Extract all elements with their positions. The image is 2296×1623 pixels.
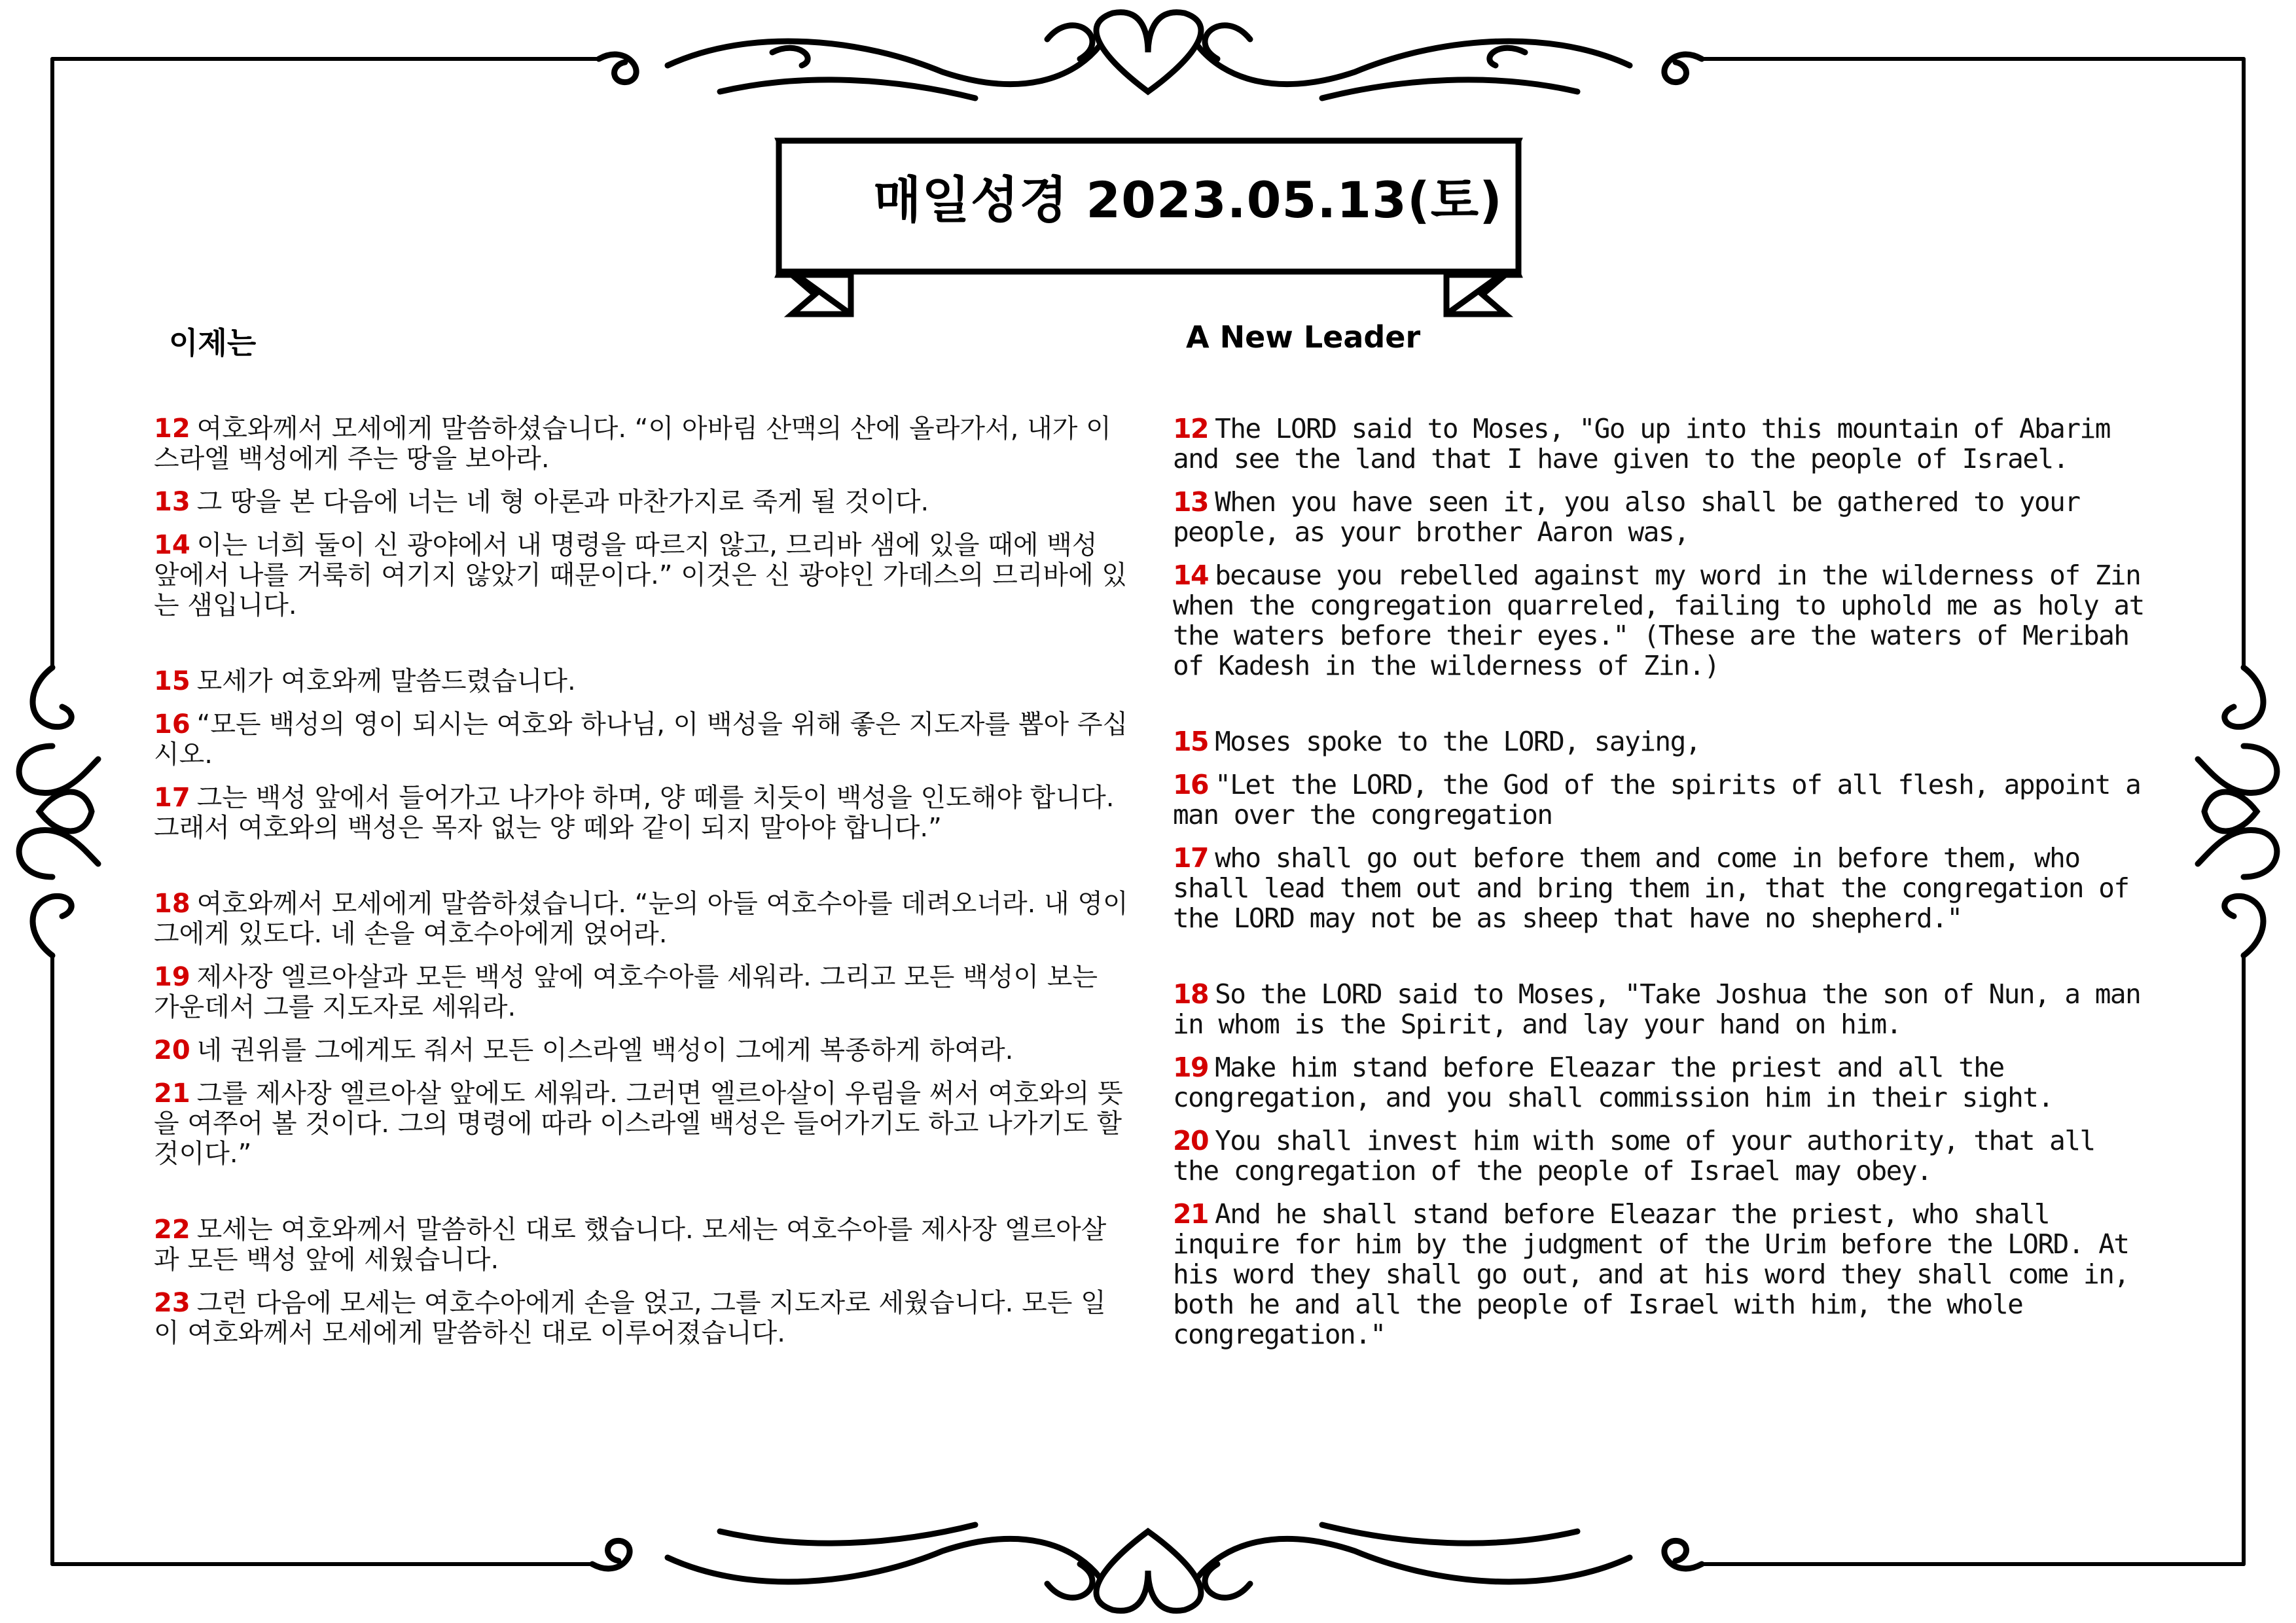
verse-number: 19 xyxy=(154,962,190,992)
verse-number: 15 xyxy=(154,666,190,696)
korean-section-heading: 이제는 xyxy=(169,325,257,361)
verse-number: 17 xyxy=(1173,842,1209,874)
verse-number: 18 xyxy=(154,889,190,919)
verse-paragraph xyxy=(154,1288,1129,1348)
verse-number: 21 xyxy=(154,1079,190,1109)
verse-text: You shall invest him with some of your authority, that all the congregation of the people of Israel may obey. xyxy=(1173,1125,2095,1186)
verse-number: 14 xyxy=(1173,560,1209,591)
verse-text: 제사장 엘르아살과 모든 백성 앞에 여호수아를 세워라. 그리고 모든 백성이 보는 가운데서 그를 지도자로 세워라. xyxy=(154,962,1098,1022)
verse-text: Make him stand before Eleazar the priest and all the congregation, and you shall commission him in their sight. xyxy=(1173,1052,2053,1113)
verse-number: 12 xyxy=(154,414,190,444)
verse-number: 13 xyxy=(1173,486,1209,518)
verse-number: 20 xyxy=(154,1035,190,1065)
verse-text: 여호와께서 모세에게 말씀하셨습니다. “이 아바림 산맥의 산에 올라가서, 내가 이스라엘 백성에게 주는 땅을 보아라. xyxy=(154,414,1111,474)
verse-number: 12 xyxy=(1173,413,1209,444)
verse-paragraph xyxy=(154,530,1129,620)
verse-paragraph xyxy=(1173,1199,2155,1349)
verse-paragraph xyxy=(1173,726,2155,757)
verse-number: 14 xyxy=(154,530,190,560)
verse-paragraph xyxy=(154,1215,1129,1275)
verse-text: And he shall stand before Eleazar the priest, who shall inquire for him by the judgment of the Urim before the LORD. At his word they shall go out, and at his word they shall come in, both he and all the people of Israel with him, the whole congregation." xyxy=(1173,1198,2129,1350)
verse-number: 13 xyxy=(154,487,190,517)
verse-paragraph xyxy=(1173,843,2155,933)
verse-paragraph xyxy=(154,1035,1129,1065)
verse-paragraph xyxy=(154,487,1129,517)
verse-number: 16 xyxy=(1173,769,1209,800)
verse-paragraph xyxy=(154,783,1129,843)
verse-paragraph xyxy=(1173,414,2155,474)
verse-text: 그는 백성 앞에서 들어가고 나가야 하며, 양 떼를 치듯이 백성을 인도해야 합니다. 그래서 여호와의 백성은 목자 없는 양 떼와 같이 되지 말아야 합니다.” xyxy=(154,783,1115,843)
verse-paragraph xyxy=(154,1079,1129,1169)
verse-text: 네 권위를 그에게도 줘서 모든 이스라엘 백성이 그에게 복종하게 하여라. xyxy=(196,1035,1014,1065)
verse-paragraph xyxy=(1173,770,2155,830)
verse-number: 21 xyxy=(1173,1198,1209,1230)
verse-number: 20 xyxy=(1173,1125,1209,1156)
verse-number: 23 xyxy=(154,1288,190,1318)
top-ornament xyxy=(599,12,1702,98)
verse-text: 이는 너희 둘이 신 광야에서 내 명령을 따르지 않고, 므리바 샘에 있을 때에 백성 앞에서 나를 거룩히 여기지 않았기 때문이다.” 이것은 신 광야인 가데스의 므리바에 있는 샘입니다. xyxy=(154,530,1128,620)
verse-paragraph xyxy=(1173,1052,2155,1113)
verse-number: 17 xyxy=(154,783,190,813)
verse-paragraph xyxy=(154,666,1129,696)
verse-text: "Let the LORD, the God of the spirits of all flesh, appoint a man over the congregation xyxy=(1173,769,2141,830)
verse-number: 18 xyxy=(1173,978,1209,1010)
bottom-ornament xyxy=(592,1525,1702,1611)
verse-paragraph xyxy=(154,962,1129,1022)
korean-column xyxy=(154,414,1129,1361)
verse-paragraph xyxy=(154,889,1129,949)
verse-paragraph xyxy=(154,414,1129,474)
verse-paragraph xyxy=(1173,560,2155,681)
verse-text: When you have seen it, you also shall be gathered to your people, as your brother Aaron was, xyxy=(1173,486,2080,548)
verse-text: because you rebelled against my word in the wilderness of Zin when the congregation quarreled, failing to uphold me as holy at the waters before their eyes." (These are the waters of Meribah of Kadesh in the wilderness of Zin.) xyxy=(1173,560,2144,681)
verse-number: 16 xyxy=(154,709,190,740)
verse-text: 모세가 여호와께 말씀드렸습니다. xyxy=(196,666,576,696)
left-side-ornament xyxy=(19,668,98,955)
verse-text: So the LORD said to Moses, "Take Joshua the son of Nun, a man in whom is the Spirit, and lay your hand on him. xyxy=(1173,978,2141,1040)
verse-number: 15 xyxy=(1173,726,1209,757)
verse-paragraph xyxy=(1173,979,2155,1039)
verse-number: 22 xyxy=(154,1215,190,1245)
verse-text: Moses spoke to the LORD, saying, xyxy=(1215,726,1700,757)
verse-paragraph xyxy=(1173,487,2155,547)
verse-text: The LORD said to Moses, "Go up into this mountain of Abarim and see the land that I have given to the people of Israel. xyxy=(1173,413,2110,474)
right-side-ornament xyxy=(2198,668,2277,955)
verse-text: 그를 제사장 엘르아살 앞에도 세워라. 그러면 엘르아살이 우림을 써서 여호와의 뜻을 여쭈어 볼 것이다. 그의 명령에 따라 이스라엘 백성은 들어가기도 하고 나가기도 할 것이다.” xyxy=(154,1079,1123,1169)
verse-text: who shall go out before them and come in before them, who shall lead them out and bring them in, that the congregation of the LORD may not be as sheep that have no shepherd." xyxy=(1173,842,2129,934)
verse-text: “모든 백성의 영이 되시는 여호와 하나님, 이 백성을 위해 좋은 지도자를 뽑아 주십시오. xyxy=(154,709,1128,770)
page-title: 매일성경 2023.05.13(토) xyxy=(873,171,1503,229)
verse-paragraph xyxy=(154,709,1129,770)
verse-text: 그 땅을 본 다음에 너는 네 형 아론과 마찬가지로 죽게 될 것이다. xyxy=(196,487,929,517)
english-section-heading: A New Leader xyxy=(1186,319,1421,355)
verse-paragraph xyxy=(1173,1126,2155,1186)
verse-number: 19 xyxy=(1173,1052,1209,1083)
english-column xyxy=(1173,414,2155,1363)
verse-text: 모세는 여호와께서 말씀하신 대로 했습니다. 모세는 여호수아를 제사장 엘르아살과 모든 백성 앞에 세웠습니다. xyxy=(154,1215,1107,1275)
verse-text: 그런 다음에 모세는 여호수아에게 손을 얹고, 그를 지도자로 세웠습니다. 모든 일이 여호와께서 모세에게 말씀하신 대로 이루어졌습니다. xyxy=(154,1288,1106,1348)
verse-text: 여호와께서 모세에게 말씀하셨습니다. “눈의 아들 여호수아를 데려오너라. 내 영이 그에게 있도다. 네 손을 여호수아에게 얹어라. xyxy=(154,889,1128,949)
